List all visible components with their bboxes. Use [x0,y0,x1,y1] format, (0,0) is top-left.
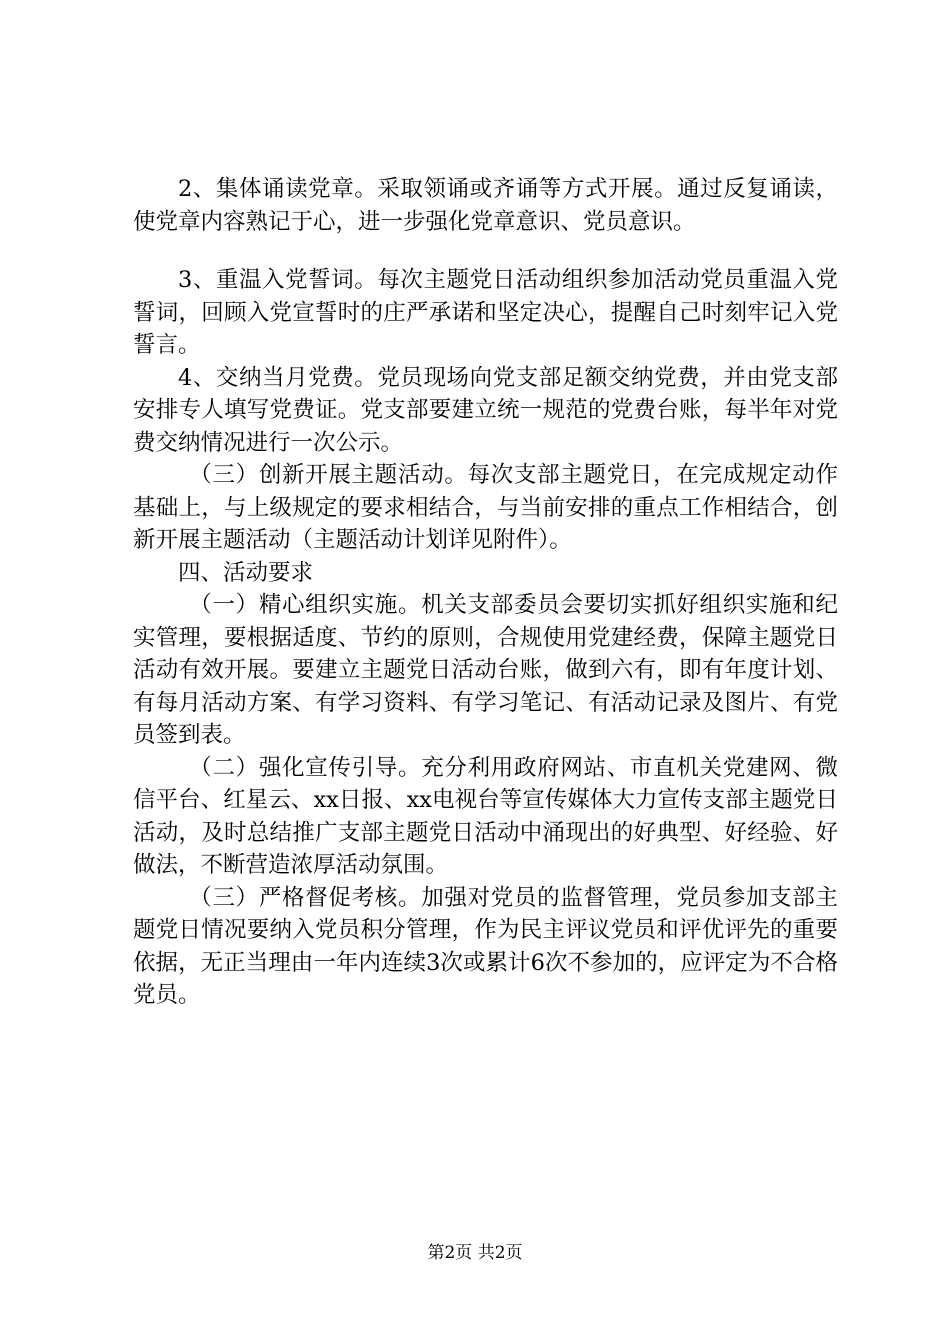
paragraph-assessment: （三）严格督促考核。加强对党员的监督管理，党员参加支部主题党日情况要纳入党员积分管理，作为民主评议党员和评优评先的重要依据，无正当理由一年内连续3次或累计6次不参加的，应评定为不合格党员。 [133,884,838,1008]
paragraph-recite-constitution: 2、集体诵读党章。采取领诵或齐诵等方式开展。通过反复诵读，使党章内容熟记于心，进一步强化党章意识、党员意识。 [133,176,838,235]
paragraph-pay-dues: 4、交纳当月党费。党员现场向党支部足额交纳党费，并由党支部安排专人填写党费证。党支部要建立统一规范的党费台账，每半年对党费交纳情况进行一次公示。 [133,364,838,456]
paragraph-innovate-activities: （三）创新开展主题活动。每次支部主题党日，在完成规定动作基础上，与上级规定的要求相结合，与当前安排的重点工作相结合，创新开展主题活动（主题活动计划详见附件）。 [133,462,838,553]
page-number-footer: 第2页 共2页 [427,1243,523,1263]
paragraph-renew-oath: 3、重温入党誓词。每次主题党日活动组织参加活动党员重温入党誓词，回顾入党宣誓时的庄严承诺和坚定决心，提醒自己时刻牢记入党誓言。 [133,267,838,358]
section-heading-requirements: 四、活动要求 [178,559,314,586]
document-body [133,173,838,1012]
paragraph-publicity: （二）强化宣传引导。充分利用政府网站、市直机关党建网、微信平台、红星云、xx日报、xx电视台等宣传媒体大力宣传支部主题党日活动，及时总结推广支部主题党日活动中涌现出的好典型、好经验、好做法，不断营造浓厚活动氛围。 [133,754,838,878]
paragraph-organize-implementation: （一）精心组织实施。机关支部委员会要切实抓好组织实施和纪实管理，要根据适度、节约的原则，合规使用党建经费，保障主题党日活动有效开展。要建立主题党日活动台账，做到六有，即有年度计划、有每月活动方案、有学习资料、有学习笔记、有活动记录及图片、有党员签到表。 [133,592,838,748]
